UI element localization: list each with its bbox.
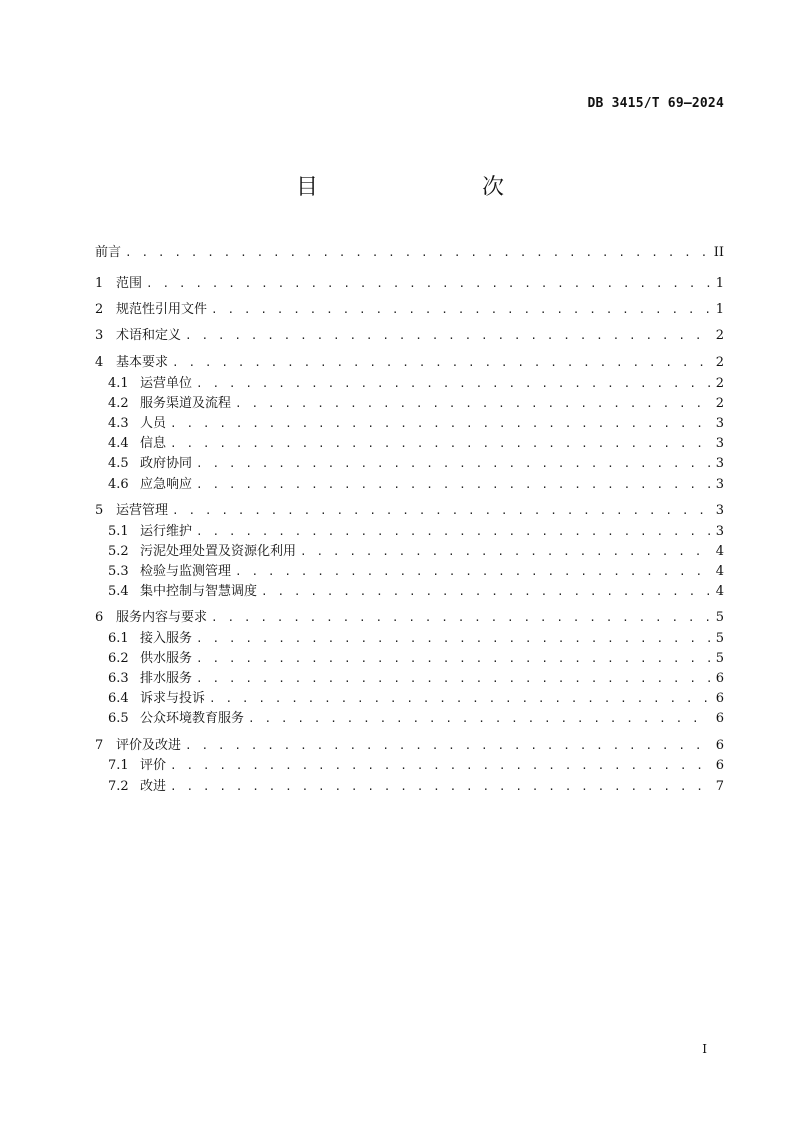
toc-entry-page: 6 [715, 758, 724, 773]
toc-entry-label: 排水服务 [140, 671, 193, 686]
toc-entry[interactable] [108, 754, 724, 774]
toc-entry-label: 范围 [116, 276, 143, 291]
toc-dot-leader [170, 417, 711, 430]
toc-entry[interactable] [108, 647, 724, 667]
toc-entry-page: 4 [715, 584, 724, 599]
toc-entry-label: 运营单位 [140, 376, 193, 391]
toc-entry-label: 政府协同 [140, 456, 193, 471]
toc-dot-leader [170, 780, 711, 793]
toc-entry-number: 4.6 [108, 477, 129, 492]
toc-dot-leader [185, 329, 711, 342]
toc-entry-page: 2 [715, 355, 724, 370]
toc-entry[interactable] [95, 298, 724, 318]
toc-entry-label: 污泥处理处置及资源化利用 [140, 544, 297, 559]
toc-entry[interactable] [95, 499, 724, 519]
toc-dot-leader [196, 652, 711, 665]
toc-dot-leader [125, 246, 709, 259]
toc-dot-leader [261, 585, 711, 598]
toc-entry-label: 人员 [140, 416, 167, 431]
toc-entry-number: 7.2 [108, 779, 129, 794]
page-number: I [702, 1042, 707, 1056]
toc-entry-page: 3 [715, 503, 724, 518]
toc-entry-number: 4.5 [108, 456, 129, 471]
toc-dot-leader [170, 437, 711, 450]
toc-entry-number: 4.1 [108, 376, 129, 391]
toc-entry[interactable] [108, 707, 724, 727]
toc-dot-leader [300, 545, 711, 558]
toc-entry-number: 6.4 [108, 691, 129, 706]
toc-entry-page: 3 [715, 524, 724, 539]
toc-entry-label: 诉求与投诉 [140, 691, 206, 706]
toc-dot-leader [172, 504, 711, 517]
toc-entry-label: 评价及改进 [116, 738, 182, 753]
toc-entry-number: 5.2 [108, 544, 129, 559]
toc-entry[interactable] [108, 667, 724, 687]
toc-dot-leader [209, 692, 711, 705]
toc-entry-page: 2 [715, 376, 724, 391]
toc-entry-label: 基本要求 [116, 355, 169, 370]
toc-entry-label: 运营管理 [116, 503, 169, 518]
toc-dot-leader [172, 356, 711, 369]
toc-entry-page: 6 [715, 738, 724, 753]
toc-entry-page: 1 [715, 302, 724, 317]
toc-entry-number: 1 [95, 276, 104, 291]
toc-entry-number: 6.3 [108, 671, 129, 686]
toc-dot-leader [185, 739, 711, 752]
toc-entry-number: 2 [95, 302, 104, 317]
toc-dot-leader [211, 303, 711, 316]
toc-entry-page: 1 [715, 276, 724, 291]
toc-entry-label: 术语和定义 [116, 328, 182, 343]
toc-entry-label: 运行维护 [140, 524, 193, 539]
toc-entry[interactable] [108, 775, 724, 795]
toc-dot-leader [196, 525, 711, 538]
toc-entry-number: 6.2 [108, 651, 129, 666]
toc-entry-label: 改进 [140, 779, 167, 794]
toc-dot-leader [211, 611, 711, 624]
toc-entry-number: 4 [95, 355, 104, 370]
toc-entry-number: 7.1 [108, 758, 129, 773]
toc-entry[interactable] [108, 687, 724, 707]
toc-entry[interactable] [108, 560, 724, 580]
toc-dot-leader [235, 397, 711, 410]
toc-entry[interactable] [108, 580, 724, 600]
toc-dot-leader [170, 759, 711, 772]
toc-entry[interactable] [95, 606, 724, 626]
toc-entry-label: 集中控制与智慧调度 [140, 584, 258, 599]
toc-entry[interactable] [108, 412, 724, 432]
toc-entry[interactable] [108, 540, 724, 560]
toc-entry-label: 信息 [140, 436, 167, 451]
toc-entry-page: 2 [715, 396, 724, 411]
toc-entry-number: 7 [95, 738, 104, 753]
toc-entry-page: 4 [715, 564, 724, 579]
document-code: DB 3415/T 69—2024 [587, 96, 724, 111]
toc-entry-number: 6.1 [108, 631, 129, 646]
toc-entry-label: 服务渠道及流程 [140, 396, 232, 411]
toc-entry[interactable] [95, 241, 724, 261]
toc-entry-number: 4.3 [108, 416, 129, 431]
toc-entry-page: II [713, 245, 724, 260]
toc-entry[interactable] [108, 473, 724, 493]
toc-entry-number: 6.5 [108, 711, 129, 726]
toc-entry-number: 5.4 [108, 584, 129, 599]
toc-entry-label: 规范性引用文件 [116, 302, 208, 317]
toc-entry-page: 4 [715, 544, 724, 559]
toc-entry[interactable] [95, 272, 724, 292]
toc-entry-number: 3 [95, 328, 104, 343]
toc-entry-number: 5.3 [108, 564, 129, 579]
toc-entry-page: 5 [715, 651, 724, 666]
toc-entry-label: 接入服务 [140, 631, 193, 646]
toc-entry-label: 公众环境教育服务 [140, 711, 245, 726]
toc-entry-label: 供水服务 [140, 651, 193, 666]
toc-entry-number: 4.4 [108, 436, 129, 451]
toc-entry-number: 5.1 [108, 524, 129, 539]
toc-entry-page: 3 [715, 436, 724, 451]
toc-entry-label: 应急响应 [140, 477, 193, 492]
toc-entry-number: 5 [95, 503, 104, 518]
toc-entry-page: 3 [715, 477, 724, 492]
toc-entry[interactable] [108, 520, 724, 540]
toc-entry[interactable] [108, 432, 724, 452]
toc-entry-page: 3 [715, 456, 724, 471]
toc-entry-label: 服务内容与要求 [116, 610, 208, 625]
toc-entry-page: 3 [715, 416, 724, 431]
toc-entry-number: 4.2 [108, 396, 129, 411]
page-title: 目 次 [295, 175, 544, 200]
toc-entry[interactable] [108, 372, 724, 392]
toc-entry-page: 5 [715, 610, 724, 625]
toc-entry[interactable] [95, 351, 724, 371]
toc-entry-page: 7 [715, 779, 724, 794]
toc-entry[interactable] [95, 734, 724, 754]
toc-entry[interactable] [108, 627, 724, 647]
toc-dot-leader [196, 457, 711, 470]
toc-dot-leader [196, 672, 711, 685]
toc-entry[interactable] [95, 324, 724, 344]
toc-entry-number: 6 [95, 610, 104, 625]
toc-entry-label: 检验与监测管理 [140, 564, 232, 579]
toc-entry-label: 评价 [140, 758, 167, 773]
toc-entry[interactable] [108, 452, 724, 472]
toc-entry-page: 6 [715, 671, 724, 686]
toc-entry-page: 6 [715, 691, 724, 706]
toc-dot-leader [146, 277, 711, 290]
toc-dot-leader [196, 377, 711, 390]
toc-entry-label: 前言 [95, 245, 122, 260]
toc-entry[interactable] [108, 392, 724, 412]
toc-entry-page: 6 [715, 711, 724, 726]
toc-dot-leader [196, 632, 711, 645]
toc-entry-page: 2 [715, 328, 724, 343]
toc-dot-leader [248, 712, 711, 725]
toc-dot-leader [235, 565, 711, 578]
toc-entry-page: 5 [715, 631, 724, 646]
toc-dot-leader [196, 478, 711, 491]
